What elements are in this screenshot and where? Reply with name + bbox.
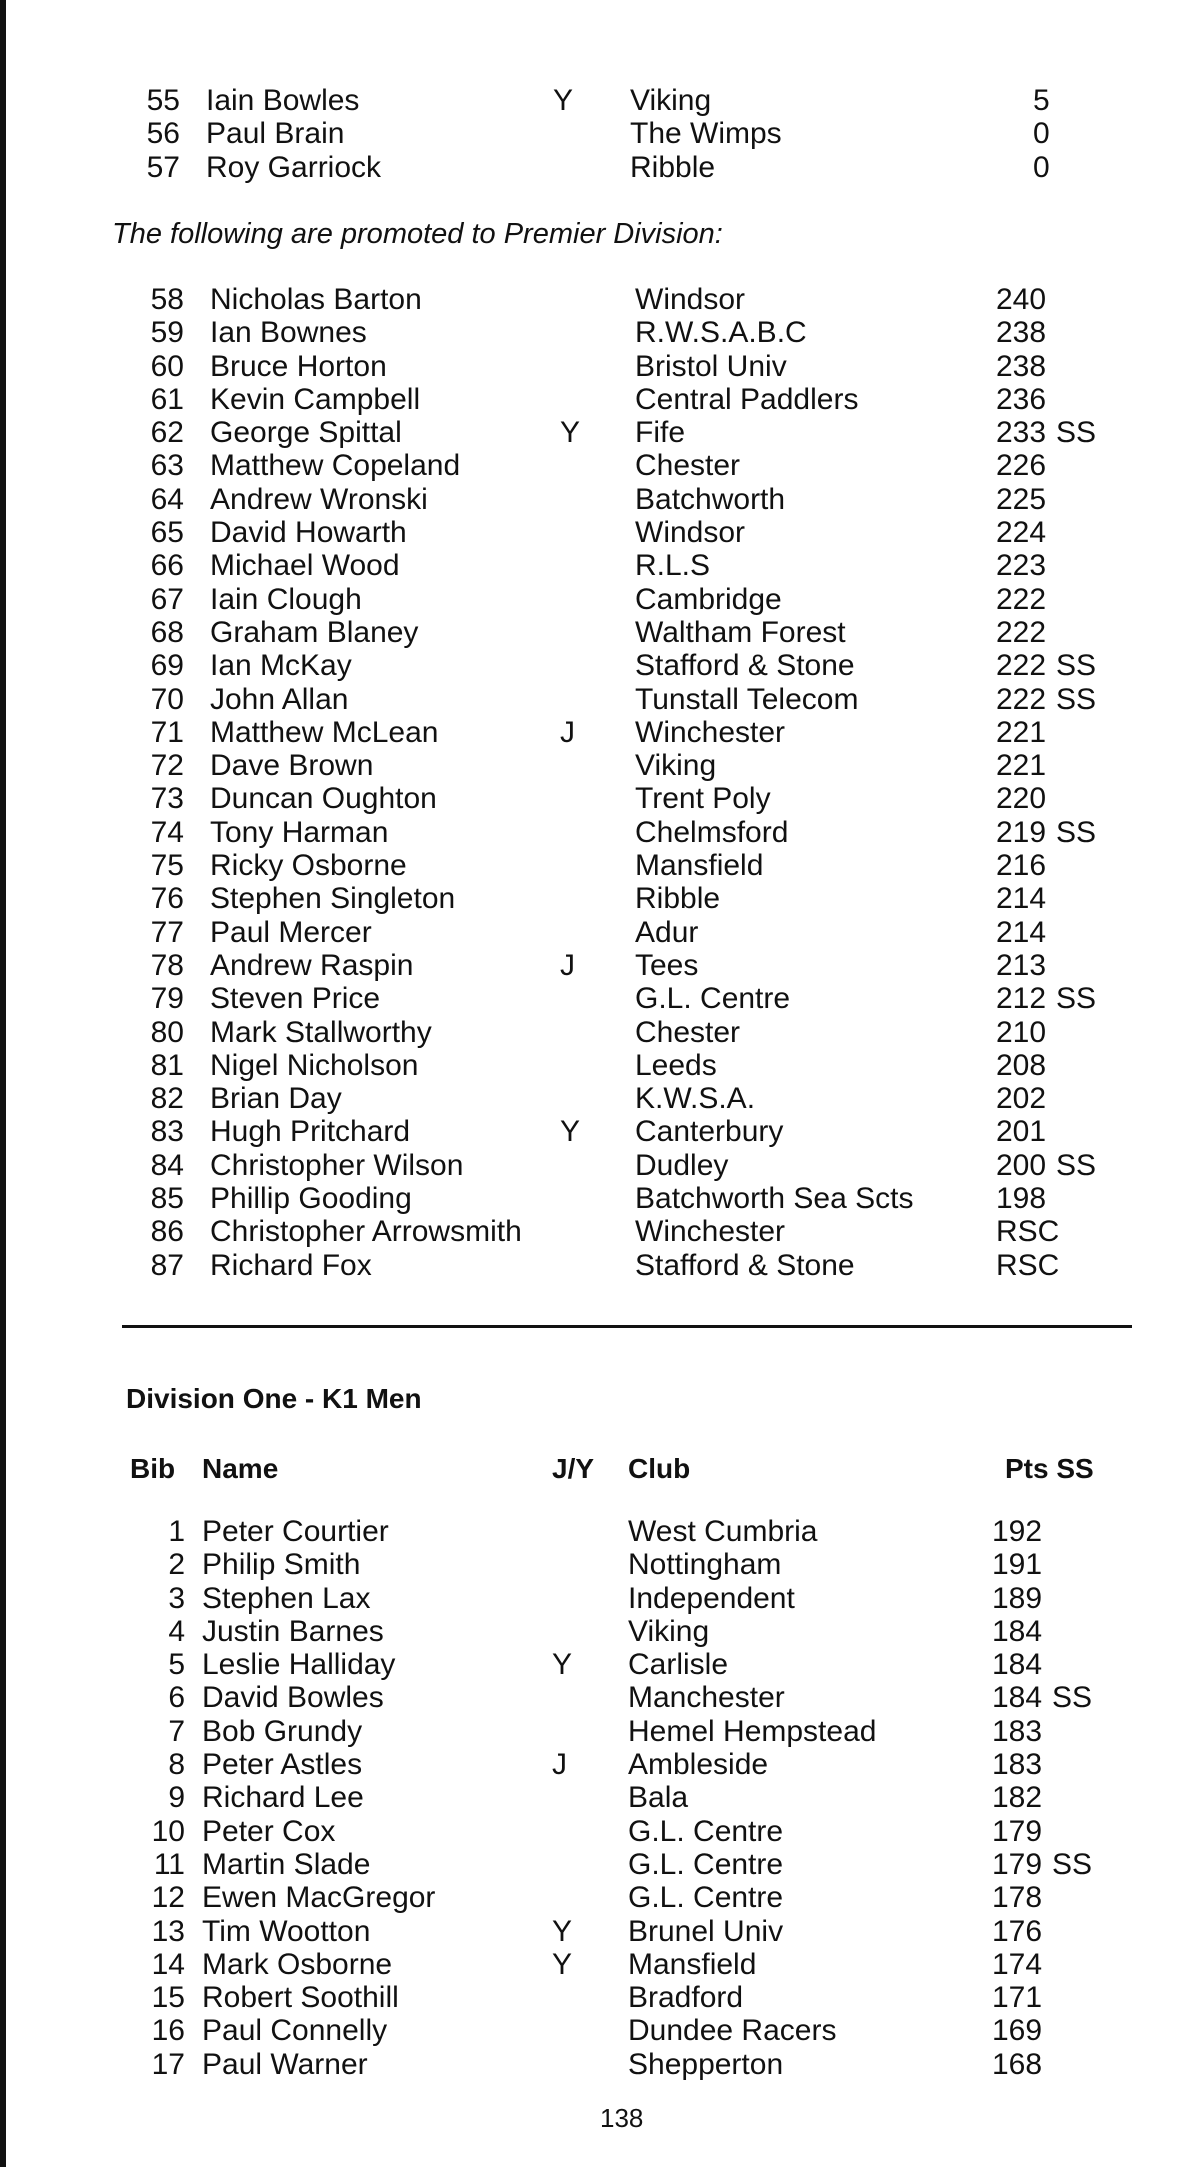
competitor-name: Ian McKay: [210, 649, 352, 683]
bib-number: 74: [150, 815, 184, 849]
points: 219: [996, 815, 1047, 849]
club-name: Bristol Univ: [635, 349, 787, 383]
bib-number: 16: [151, 2014, 185, 2048]
bib-number: 7: [168, 1714, 185, 1748]
points: 184: [992, 1681, 1043, 1715]
points: 222: [996, 682, 1047, 716]
club-name: Chelmsford: [635, 815, 789, 849]
competitor-name: Dave Brown: [210, 749, 374, 783]
points: 225: [996, 482, 1047, 516]
competitor-name: Steven Price: [210, 982, 381, 1016]
club-name: Stafford & Stone: [635, 1248, 855, 1282]
club-name: Canterbury: [635, 1115, 784, 1149]
result-row: [0, 782, 1185, 815]
bib-number: 2: [168, 1548, 185, 1582]
bib-number: 79: [150, 982, 184, 1016]
competitor-name: Iain Bowles: [206, 84, 360, 117]
club-name: Ambleside: [628, 1748, 769, 1782]
result-row: [0, 1715, 1185, 1748]
competitor-name: David Howarth: [210, 516, 407, 550]
competitor-name: Matthew Copeland: [210, 449, 461, 483]
result-row: [0, 1615, 1185, 1648]
result-row: [0, 1815, 1185, 1848]
competitor-name: Hugh Pritchard: [210, 1115, 411, 1149]
bib-number: 66: [150, 549, 184, 583]
points: 226: [996, 449, 1047, 483]
bib-number: 15: [151, 1981, 185, 2015]
competitor-name: Paul Warner: [202, 2047, 368, 2081]
points: RSC: [996, 1248, 1060, 1282]
result-row: [0, 916, 1185, 949]
result-row: [0, 1016, 1185, 1049]
points: 198: [996, 1182, 1047, 1216]
points: 0: [1033, 150, 1050, 184]
bib-number: 80: [150, 1015, 184, 1049]
division-title: Division One - K1 Men: [126, 1383, 422, 1414]
club-name: G.L. Centre: [635, 982, 791, 1016]
bib-number: 84: [150, 1148, 184, 1182]
points: 210: [996, 1015, 1047, 1049]
result-row: [0, 683, 1185, 716]
bib-number: 87: [150, 1248, 184, 1282]
club-name: Viking: [630, 84, 712, 117]
bib-number: 67: [150, 582, 184, 616]
competitor-name: Bruce Horton: [210, 349, 387, 383]
bib-number: 61: [150, 382, 184, 416]
result-row: [0, 516, 1185, 549]
club-name: G.L. Centre: [628, 1881, 784, 1915]
club-name: Ribble: [635, 882, 721, 916]
bib-number: 62: [150, 416, 184, 450]
result-row: [0, 1582, 1185, 1615]
result-row: [0, 1082, 1185, 1115]
points: 0: [1033, 117, 1050, 151]
junior-youth-flag: J: [552, 1748, 567, 1782]
competitor-name: Richard Fox: [210, 1248, 372, 1282]
competitor-name: Andrew Wronski: [210, 482, 428, 516]
result-row: [0, 882, 1185, 915]
competitor-name: Mark Stallworthy: [210, 1015, 432, 1049]
result-row: [0, 1648, 1185, 1681]
club-name: Viking: [635, 749, 717, 783]
result-row: [0, 1515, 1185, 1548]
points: 169: [992, 2014, 1043, 2048]
club-name: Windsor: [635, 516, 746, 550]
competitor-name: Duncan Oughton: [210, 782, 437, 816]
points: 176: [992, 1914, 1043, 1948]
result-row: [0, 816, 1185, 849]
competitor-name: Peter Astles: [202, 1748, 363, 1782]
result-row: [0, 1748, 1185, 1781]
competitor-name: Matthew McLean: [210, 715, 439, 749]
bib-number: 64: [150, 482, 184, 516]
club-name: R.L.S: [635, 549, 711, 583]
competitor-name: Nigel Nicholson: [210, 1048, 419, 1082]
bib-number: 81: [150, 1048, 184, 1082]
result-row: [0, 2048, 1185, 2081]
bib-number: 9: [168, 1781, 185, 1815]
competitor-name: Mark Osborne: [202, 1947, 393, 1981]
competitor-name: Bob Grundy: [202, 1714, 363, 1748]
header-jy: J/Y: [552, 1453, 595, 1484]
bib-number: 77: [150, 915, 184, 949]
bib-number: 1: [168, 1515, 185, 1548]
competitor-name: Ian Bownes: [210, 316, 367, 350]
club-name: Chester: [635, 1015, 741, 1049]
bib-number: 11: [153, 1847, 185, 1881]
club-name: Cambridge: [635, 582, 782, 616]
bib-number: 17: [151, 2047, 185, 2081]
points: 224: [996, 516, 1047, 550]
competitor-name: George Spittal: [210, 416, 402, 450]
bib-number: 69: [150, 649, 184, 683]
result-row: [0, 1115, 1185, 1148]
points: 213: [996, 948, 1047, 982]
result-row: [0, 982, 1185, 1015]
club-name: Trent Poly: [635, 782, 771, 816]
bib-number: 72: [150, 749, 184, 783]
bib-number: 5: [168, 1648, 185, 1682]
points: 178: [992, 1881, 1043, 1915]
bib-number: 13: [151, 1914, 185, 1948]
bib-number: 83: [150, 1115, 184, 1149]
junior-youth-flag: J: [560, 715, 575, 749]
result-row: [0, 1948, 1185, 1981]
club-name: Dudley: [635, 1148, 729, 1182]
bib-number: 12: [151, 1881, 185, 1915]
result-row: [0, 1049, 1185, 1082]
result-row: [0, 1781, 1185, 1814]
club-name: K.W.S.A.: [635, 1082, 756, 1116]
club-name: Independent: [628, 1581, 795, 1615]
bib-number: 60: [150, 349, 184, 383]
bib-number: 75: [150, 849, 184, 883]
junior-youth-flag: Y: [553, 84, 574, 117]
points: 238: [996, 349, 1047, 383]
club-name: Bradford: [628, 1981, 744, 2015]
ss-flag: SS: [1056, 682, 1097, 716]
points: 192: [992, 1515, 1043, 1548]
bib-number: 85: [150, 1182, 184, 1216]
points: 222: [996, 582, 1047, 616]
competitor-name: Tim Wootton: [202, 1914, 371, 1948]
ss-flag: SS: [1056, 649, 1097, 683]
result-row: [0, 483, 1185, 516]
page-number: 138: [600, 2103, 644, 2133]
promotion-note: The following are promoted to Premier Division:: [112, 218, 723, 250]
ss-flag: SS: [1056, 982, 1097, 1016]
competitor-name: Christopher Arrowsmith: [210, 1215, 522, 1249]
ss-flag: SS: [1056, 1148, 1097, 1182]
result-row: [0, 649, 1185, 682]
junior-youth-flag: Y: [552, 1648, 573, 1682]
section-divider: [122, 1325, 1132, 1328]
bib-number: 10: [151, 1814, 185, 1848]
result-row: [0, 549, 1185, 582]
points: 220: [996, 782, 1047, 816]
result-row: [0, 449, 1185, 482]
junior-youth-flag: Y: [552, 1914, 573, 1948]
club-name: Central Paddlers: [635, 382, 859, 416]
result-row: [0, 283, 1185, 316]
club-name: Bala: [628, 1781, 689, 1815]
bib-number: 82: [150, 1082, 184, 1116]
points: 216: [996, 849, 1047, 883]
bib-number: 73: [150, 782, 184, 816]
result-row: [0, 1915, 1185, 1948]
bib-number: 4: [168, 1614, 185, 1648]
result-row: [0, 749, 1185, 782]
points: 222: [996, 615, 1047, 649]
result-row: [0, 1981, 1185, 2014]
junior-youth-flag: J: [560, 948, 575, 982]
club-name: Tunstall Telecom: [635, 682, 859, 716]
competitor-name: Andrew Raspin: [210, 948, 414, 982]
result-row: [0, 1182, 1185, 1215]
bib-number: 71: [150, 715, 184, 749]
points: 233: [996, 416, 1047, 450]
club-name: Batchworth: [635, 482, 786, 516]
points: RSC: [996, 1215, 1060, 1249]
points: 5: [1033, 84, 1050, 117]
points: 200: [996, 1148, 1047, 1182]
competitor-name: Paul Mercer: [210, 915, 372, 949]
result-row: [0, 350, 1185, 383]
points: 183: [992, 1714, 1043, 1748]
bib-number: 8: [168, 1748, 185, 1782]
club-name: Adur: [635, 915, 699, 949]
points: 223: [996, 549, 1047, 583]
club-name: Batchworth Sea Scts: [635, 1182, 914, 1216]
result-row: [0, 416, 1185, 449]
bib-number: 76: [150, 882, 184, 916]
header-club: Club: [628, 1453, 691, 1484]
club-name: Hemel Hempstead: [628, 1714, 877, 1748]
competitor-name: Roy Garriock: [206, 150, 382, 184]
points: 202: [996, 1082, 1047, 1116]
bib-number: 63: [150, 449, 184, 483]
club-name: G.L. Centre: [628, 1814, 784, 1848]
result-row: [0, 1548, 1185, 1581]
competitor-name: John Allan: [210, 682, 349, 716]
club-name: Ribble: [630, 150, 716, 184]
points: 182: [992, 1781, 1043, 1815]
club-name: Nottingham: [628, 1548, 782, 1582]
result-row: [0, 2014, 1185, 2047]
points: 214: [996, 882, 1047, 916]
ss-flag: SS: [1056, 416, 1097, 450]
club-name: Winchester: [635, 1215, 786, 1249]
competitor-name: Leslie Halliday: [202, 1648, 396, 1682]
bib-number: 65: [150, 516, 184, 550]
competitor-name: Stephen Singleton: [210, 882, 456, 916]
club-name: Shepperton: [628, 2047, 784, 2081]
points: 222: [996, 649, 1047, 683]
points: 208: [996, 1048, 1047, 1082]
result-row: [0, 383, 1185, 416]
bib-number: 57: [146, 150, 180, 184]
result-row: [0, 84, 1185, 117]
competitor-name: Peter Courtier: [202, 1515, 389, 1548]
competitor-name: Nicholas Barton: [210, 283, 422, 316]
club-name: Stafford & Stone: [635, 649, 855, 683]
competitor-name: Robert Soothill: [202, 1981, 399, 2015]
result-row: [0, 1149, 1185, 1182]
junior-youth-flag: Y: [560, 1115, 581, 1149]
result-row: [0, 117, 1185, 150]
bib-number: 55: [146, 84, 180, 117]
competitor-name: Justin Barnes: [202, 1614, 384, 1648]
club-name: Fife: [635, 416, 686, 450]
club-name: The Wimps: [630, 117, 782, 151]
result-row: [0, 949, 1185, 982]
bib-number: 78: [150, 948, 184, 982]
result-row: [0, 849, 1185, 882]
bib-number: 56: [146, 117, 180, 151]
header-bib: Bib: [130, 1453, 176, 1484]
result-row: [0, 1881, 1185, 1914]
club-name: Dundee Racers: [628, 2014, 837, 2048]
junior-youth-flag: Y: [552, 1947, 573, 1981]
club-name: Leeds: [635, 1048, 717, 1082]
competitor-name: Philip Smith: [202, 1548, 361, 1582]
club-name: Waltham Forest: [635, 615, 846, 649]
points: 221: [996, 749, 1047, 783]
club-name: Winchester: [635, 715, 786, 749]
points: 171: [992, 1981, 1043, 2015]
points: 183: [992, 1748, 1043, 1782]
competitor-name: Graham Blaney: [210, 615, 419, 649]
result-row: [0, 1848, 1185, 1881]
competitor-name: Ricky Osborne: [210, 849, 407, 883]
competitor-name: David Bowles: [202, 1681, 384, 1715]
points: 184: [992, 1648, 1043, 1682]
bib-number: 68: [150, 615, 184, 649]
junior-youth-flag: Y: [560, 416, 581, 450]
points: 201: [996, 1115, 1047, 1149]
points: 240: [996, 283, 1047, 316]
competitor-name: Paul Brain: [206, 117, 345, 151]
competitor-name: Brian Day: [210, 1082, 342, 1116]
result-row: [0, 583, 1185, 616]
result-row: [0, 1249, 1185, 1282]
competitor-name: Kevin Campbell: [210, 382, 421, 416]
competitor-name: Christopher Wilson: [210, 1148, 464, 1182]
header-pts-ss: Pts SS: [1005, 1453, 1094, 1484]
club-name: Manchester: [628, 1681, 785, 1715]
result-row: [0, 616, 1185, 649]
club-name: West Cumbria: [628, 1515, 818, 1548]
competitor-name: Richard Lee: [202, 1781, 364, 1815]
club-name: Windsor: [635, 283, 746, 316]
promoted-results-list: [0, 283, 1185, 1282]
competitor-name: Phillip Gooding: [210, 1182, 412, 1216]
points: 238: [996, 316, 1047, 350]
competitor-name: Michael Wood: [210, 549, 400, 583]
competitor-name: Martin Slade: [202, 1847, 371, 1881]
result-row: [0, 151, 1185, 184]
club-name: Carlisle: [628, 1648, 729, 1682]
result-row: [0, 1215, 1185, 1248]
competitor-name: Stephen Lax: [202, 1581, 371, 1615]
points: 212: [996, 982, 1047, 1016]
club-name: Mansfield: [635, 849, 764, 883]
bib-number: 6: [168, 1681, 185, 1715]
club-name: R.W.S.A.B.C: [635, 316, 807, 350]
points: 184: [992, 1614, 1043, 1648]
header-name: Name: [202, 1453, 279, 1484]
competitor-name: Iain Clough: [210, 582, 362, 616]
points: 174: [992, 1947, 1043, 1981]
points: 189: [992, 1581, 1043, 1615]
club-name: Tees: [635, 948, 699, 982]
bib-number: 3: [168, 1581, 185, 1615]
ss-flag: SS: [1052, 1847, 1093, 1881]
club-name: Mansfield: [628, 1947, 757, 1981]
points: 168: [992, 2047, 1043, 2081]
division-one-results-list: [0, 1515, 1185, 2081]
result-row: [0, 1681, 1185, 1714]
points: 221: [996, 715, 1047, 749]
club-name: G.L. Centre: [628, 1847, 784, 1881]
ss-flag: SS: [1056, 815, 1097, 849]
competitor-name: Ewen MacGregor: [202, 1881, 436, 1915]
points: 214: [996, 915, 1047, 949]
club-name: Chester: [635, 449, 741, 483]
result-row: [0, 716, 1185, 749]
bib-number: 59: [150, 316, 184, 350]
top-results-list: [0, 84, 1185, 184]
competitor-name: Peter Cox: [202, 1814, 336, 1848]
club-name: Brunel Univ: [628, 1914, 784, 1948]
points: 179: [992, 1814, 1043, 1848]
points: 191: [992, 1548, 1043, 1582]
competitor-name: Tony Harman: [210, 815, 389, 849]
result-row: [0, 316, 1185, 349]
points: 236: [996, 382, 1047, 416]
points: 179: [992, 1847, 1043, 1881]
bib-number: 70: [150, 682, 184, 716]
ss-flag: SS: [1052, 1681, 1093, 1715]
bib-number: 86: [150, 1215, 184, 1249]
club-name: Viking: [628, 1614, 710, 1648]
competitor-name: Paul Connelly: [202, 2014, 388, 2048]
bib-number: 14: [151, 1947, 185, 1981]
bib-number: 58: [150, 283, 184, 316]
